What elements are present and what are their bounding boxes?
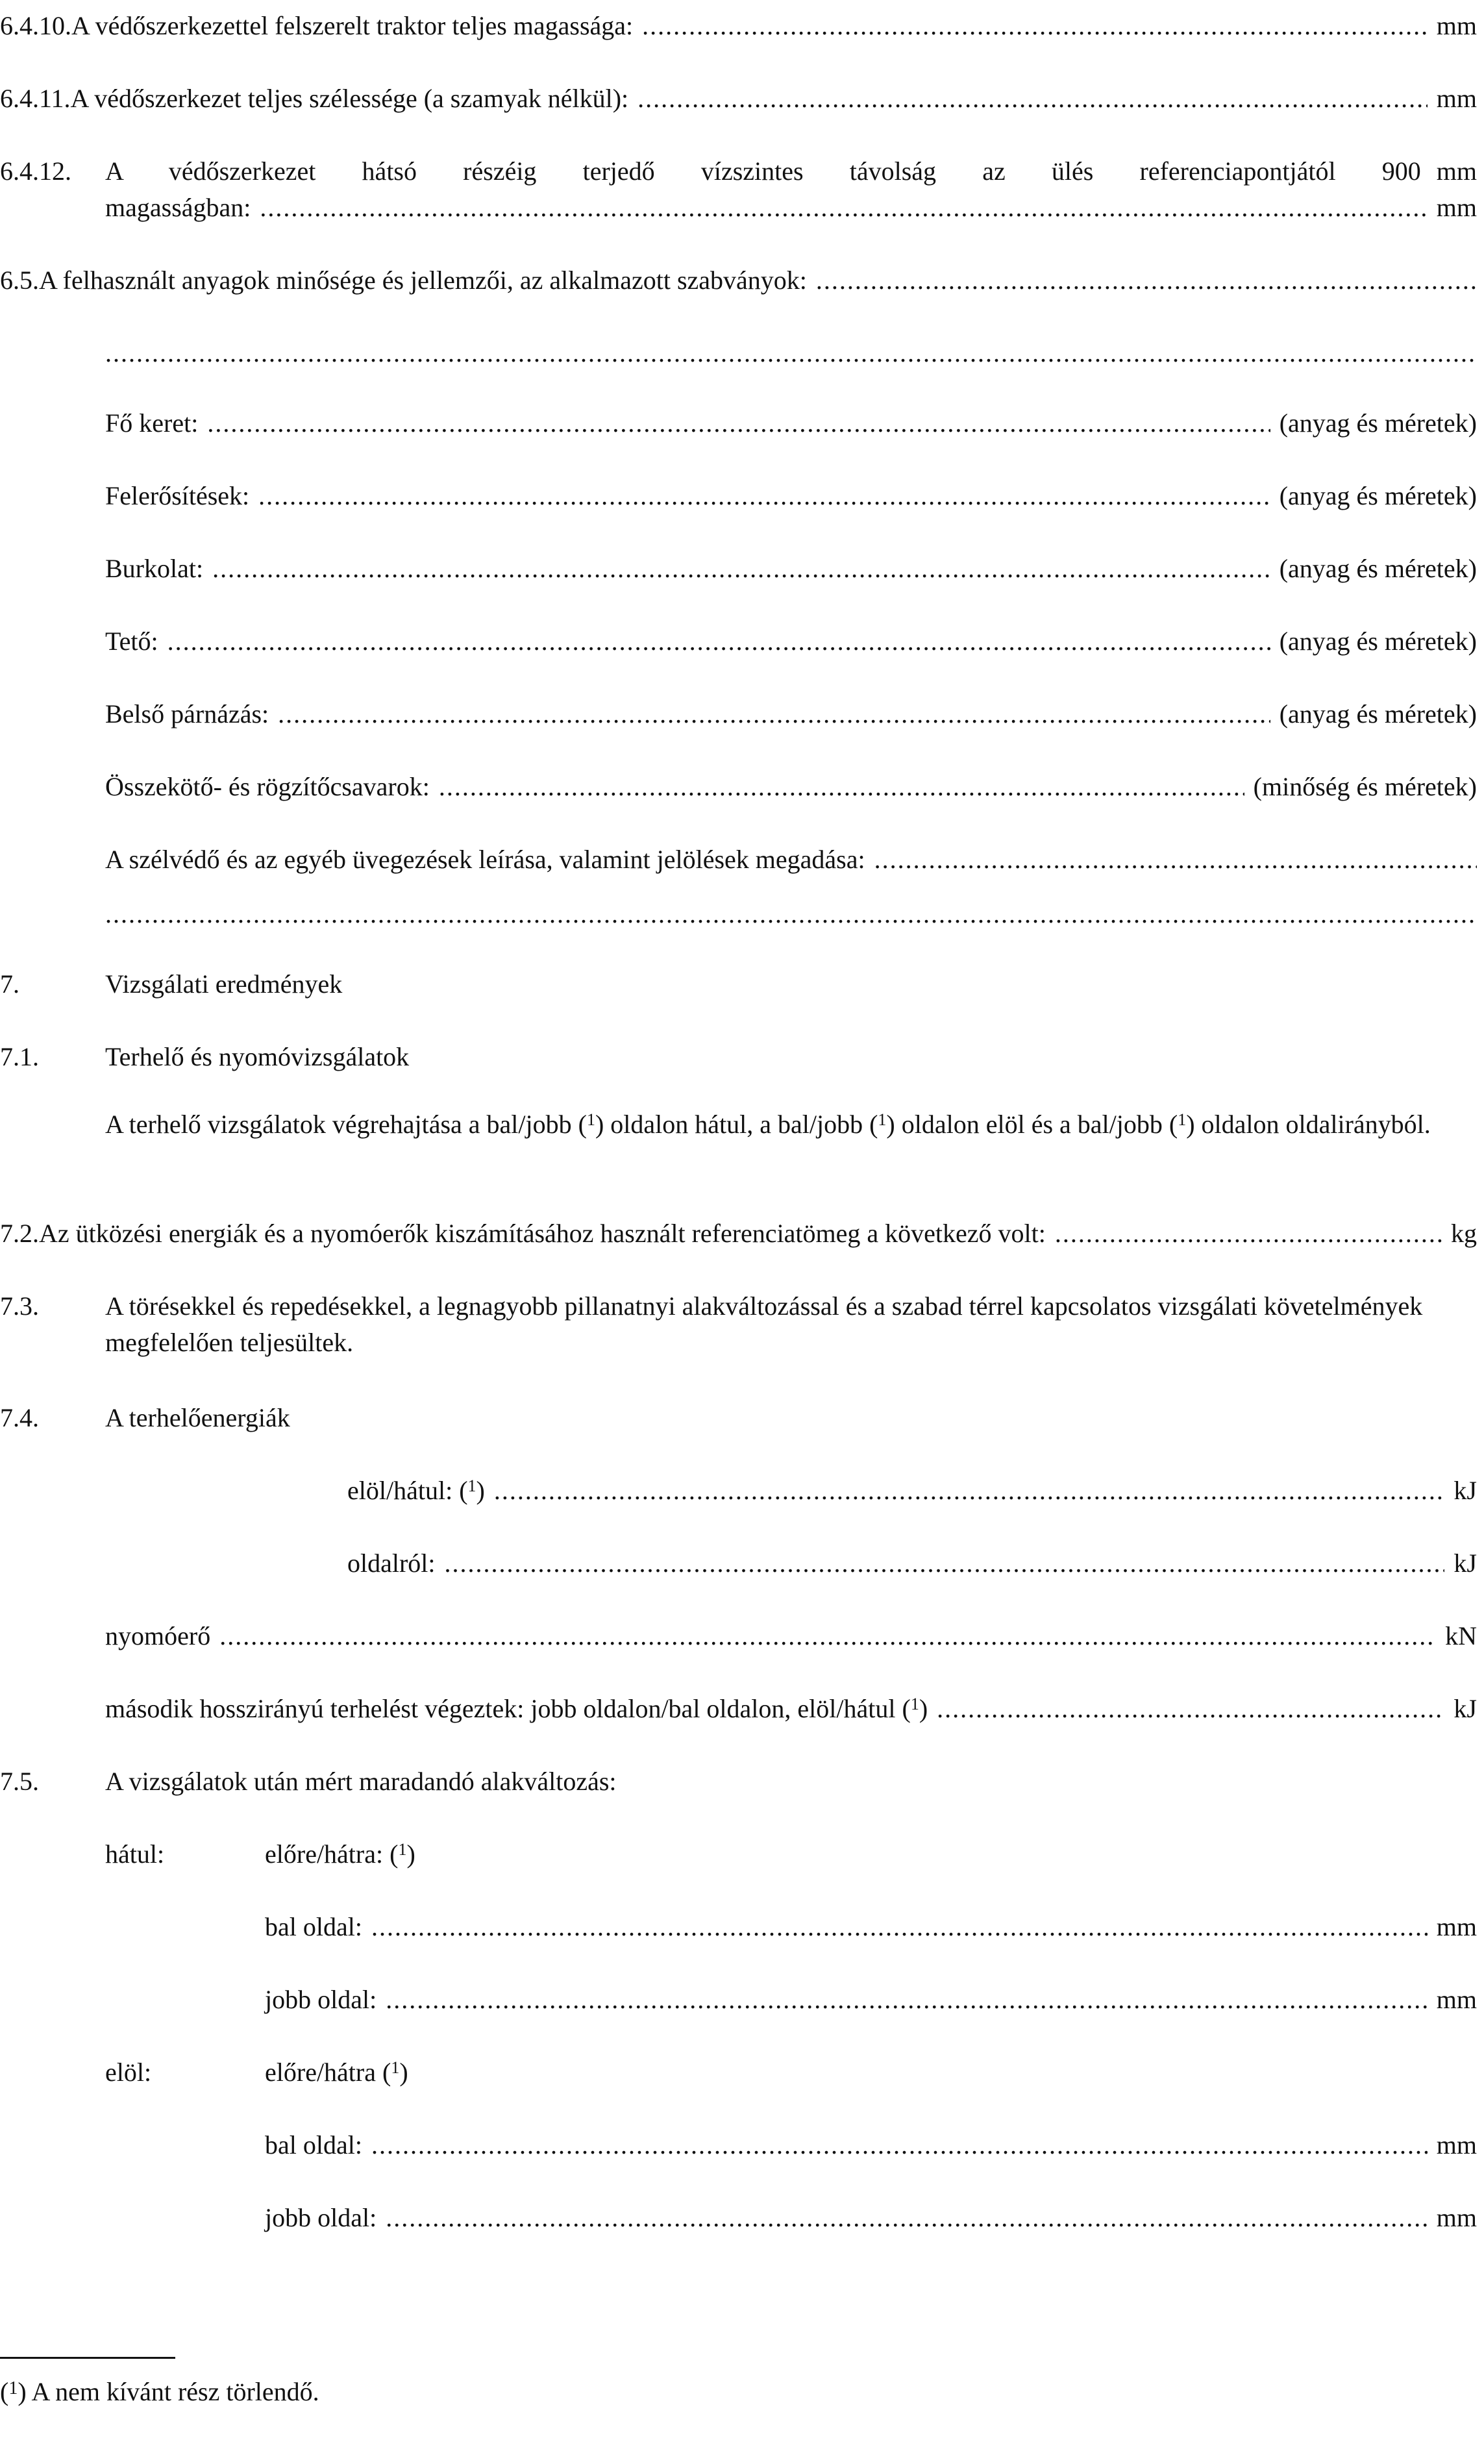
dot-leader <box>278 699 1270 730</box>
unit-label: mm <box>1436 156 1477 186</box>
section-title: A vizsgálatok után mért maradandó alakváltozás: <box>105 1767 617 1796</box>
material-main-frame <box>105 408 1477 439</box>
unit-label: (anyag és méretek) <box>1279 627 1477 656</box>
dot-leader <box>494 1475 1445 1506</box>
energy-label: oldalról: <box>347 1549 436 1578</box>
side-label: jobb oldal: <box>265 2203 377 2232</box>
text-fragment: ) <box>406 1839 415 1869</box>
text-fragment: elöl/hátul: ( <box>347 1476 468 1505</box>
material-label: Felerősítések: <box>105 481 250 510</box>
front-left-side <box>265 2130 1477 2161</box>
unit-label: kJ <box>1453 1476 1477 1505</box>
dot-leader <box>386 1984 1428 2015</box>
item-6-4-10 <box>0 10 1477 42</box>
section-title: Terhelő és nyomóvizsgálatok <box>105 1042 410 1071</box>
text-fragment: ) oldalon hátul, a bal/jobb ( <box>595 1110 878 1139</box>
unit-label: (anyag és méretek) <box>1279 554 1477 583</box>
section-7-5 <box>0 1766 617 1797</box>
item-label: A védőszerkezet teljes szélessége (a szamyak nélkül): <box>70 84 629 113</box>
front-right-side <box>265 2202 1477 2234</box>
material-fixings <box>105 480 1477 512</box>
unit-label: (anyag és méretek) <box>1279 699 1477 728</box>
energy-front-back <box>347 1475 1477 1506</box>
side-label: jobb oldal: <box>265 1985 377 2014</box>
dot-leader <box>371 1911 1428 1943</box>
item-label: magasságban: <box>105 193 251 222</box>
item-label: A védőszerkezet hátsó részéig terjedő vízszintes távolság az ülés referenciapontjától 900 <box>105 156 1421 186</box>
unit-label: mm <box>1436 2130 1477 2159</box>
section-7-1-paragraph <box>105 1106 1477 1143</box>
text-fragment: ) <box>476 1476 485 1505</box>
section-number: 7.4. <box>0 1403 39 1432</box>
item-6-4-11 <box>0 83 1477 114</box>
dot-leader <box>207 408 1270 439</box>
unit-label: kJ <box>1453 1694 1477 1723</box>
text-fragment: ) <box>919 1694 928 1723</box>
rear-right-side <box>265 1984 1477 2015</box>
dot-leader <box>439 771 1244 803</box>
footnote-ref: 1 <box>1178 1110 1187 1129</box>
side-label: bal oldal: <box>265 1912 362 1941</box>
unit-label: mm <box>1436 193 1477 222</box>
section-7-3-number <box>0 1291 39 1322</box>
footnote-ref: 1 <box>8 2378 18 2398</box>
section-7-4 <box>0 1402 290 1434</box>
text-fragment: A nem kívánt rész törlendő. <box>26 2377 319 2406</box>
text-fragment: előre/hátra ( <box>265 2058 391 2087</box>
fill-line <box>105 338 1477 369</box>
unit-label: mm <box>1436 84 1477 113</box>
unit-label: (anyag és méretek) <box>1279 481 1477 510</box>
unit-label: mm <box>1436 1912 1477 1941</box>
section-number: 7.3. <box>0 1291 39 1321</box>
section-title: A terhelőenergiák <box>105 1403 290 1432</box>
dot-leader <box>937 1693 1444 1724</box>
material-label: Burkolat: <box>105 554 204 583</box>
second-longitudinal-load <box>105 1693 1477 1724</box>
item-6-4-12 <box>0 156 1477 187</box>
item-label: A felhasznált anyagok minősége és jellemzői, az alkalmazott szabványok: <box>39 266 807 295</box>
dot-leader <box>642 10 1428 42</box>
footnote-ref: 1 <box>391 2058 400 2077</box>
dot-leader <box>260 192 1427 223</box>
glazing-description <box>105 844 1477 875</box>
unit-label: (minőség és méretek) <box>1253 772 1477 801</box>
unit-label: kN <box>1445 1621 1477 1650</box>
footnote-ref: 1 <box>467 1476 476 1495</box>
dot-leader <box>167 626 1270 657</box>
text-fragment: második hosszirányú terhelést végeztek: jobb oldalon/bal oldalon, elöl/hátul ( <box>105 1694 911 1723</box>
footnote-rule <box>0 2357 175 2359</box>
glazing-label: A szélvédő és az egyéb üvegezések leírása, valamint jelölések megadása: <box>105 845 865 874</box>
item-number: 6.4.10. <box>0 11 71 40</box>
text-fragment: ) oldalon elöl és a bal/jobb ( <box>886 1110 1178 1139</box>
material-label: Fő keret: <box>105 408 199 438</box>
item-6-5 <box>0 265 1477 296</box>
material-label: Összekötő- és rögzítőcsavarok: <box>105 772 430 801</box>
fill-line <box>105 899 1477 930</box>
dot-leader <box>445 1548 1445 1579</box>
dot-leader <box>1055 1218 1442 1249</box>
section-title: Vizsgálati eredmények <box>105 969 343 999</box>
text-fragment: ) <box>399 2058 408 2087</box>
text-fragment: A terhelő vizsgálatok végrehajtása a bal/jobb ( <box>105 1110 587 1139</box>
unit-label: kg <box>1451 1219 1477 1248</box>
energy-label <box>347 1475 485 1506</box>
item-number: 6.4.11. <box>0 84 71 113</box>
crush-label: nyomóerő <box>105 1621 211 1650</box>
item-label: Az ütközési energiák és a nyomóerők kiszámításához használt referenciatömeg a következő volt: <box>39 1219 1046 1248</box>
item-6-4-12-cont <box>105 192 1477 223</box>
section-number: 7.1. <box>0 1042 39 1071</box>
side-label: bal oldal: <box>265 2130 362 2159</box>
dot-leader <box>219 1621 1436 1652</box>
section-number: 7. <box>0 969 19 999</box>
unit-label: (anyag és méretek) <box>1279 408 1477 438</box>
unit-label: mm <box>1436 2203 1477 2232</box>
material-label: Tető: <box>105 627 158 656</box>
dot-leader <box>386 2202 1428 2234</box>
footnote <box>0 2373 319 2408</box>
text-fragment: A törésekkel és repedésekkel, a legnagyobb pillanatnyi alakváltozással és a szabad térrel kapcsolatos vizsgálati követelmények megfelelően teljesültek. <box>105 1291 1423 1357</box>
dot-leader <box>816 265 1477 296</box>
unit-label: kJ <box>1453 1549 1477 1578</box>
dot-leader <box>212 553 1270 584</box>
dot-leader <box>874 844 1477 875</box>
front-label: elöl: <box>105 2058 152 2087</box>
material-cladding <box>105 553 1477 584</box>
direction-label <box>265 2057 408 2088</box>
section-number: 7.2. <box>0 1219 39 1248</box>
material-padding <box>105 699 1477 730</box>
crush-force <box>105 1621 1477 1652</box>
footnote-ref: 1 <box>910 1695 919 1713</box>
item-number: 6.5. <box>0 266 39 295</box>
material-label: Belső párnázás: <box>105 699 269 728</box>
text-fragment: ) oldalon oldalirányból. <box>1186 1110 1431 1139</box>
footnote-text: ($^1$) A nem kívánt rész törlendő. <box>0 2377 319 2406</box>
material-bolts <box>105 771 1477 803</box>
section-7 <box>0 969 342 1000</box>
section-7-1 <box>0 1041 409 1073</box>
rear-left-side <box>265 1911 1477 1943</box>
second-load-label <box>105 1693 928 1724</box>
dot-leader <box>258 480 1270 512</box>
dot-leader <box>371 2130 1428 2161</box>
direction-label <box>265 1839 415 1870</box>
item-label: A védőszerkezettel felszerelt traktor teljes magassága: <box>71 11 634 40</box>
energy-side <box>347 1548 1477 1579</box>
footnote-ref: 1 <box>398 1840 407 1859</box>
text-fragment: előre/hátra: ( <box>265 1839 399 1869</box>
section-7-3-paragraph <box>105 1288 1477 1361</box>
dot-leader <box>637 83 1428 114</box>
material-roof <box>105 626 1477 657</box>
item-number: 6.4.12. <box>0 156 71 186</box>
front-deformation-header <box>105 2057 408 2088</box>
section-number: 7.5. <box>0 1767 39 1796</box>
unit-label: mm <box>1436 1985 1477 2014</box>
rear-label: hátul: <box>105 1839 165 1869</box>
section-7-2 <box>0 1218 1477 1249</box>
rear-deformation-header <box>105 1839 415 1870</box>
unit-label: mm <box>1436 11 1477 40</box>
footnote-ref: 1 <box>878 1110 887 1129</box>
footnote-ref: 1 <box>586 1110 595 1129</box>
